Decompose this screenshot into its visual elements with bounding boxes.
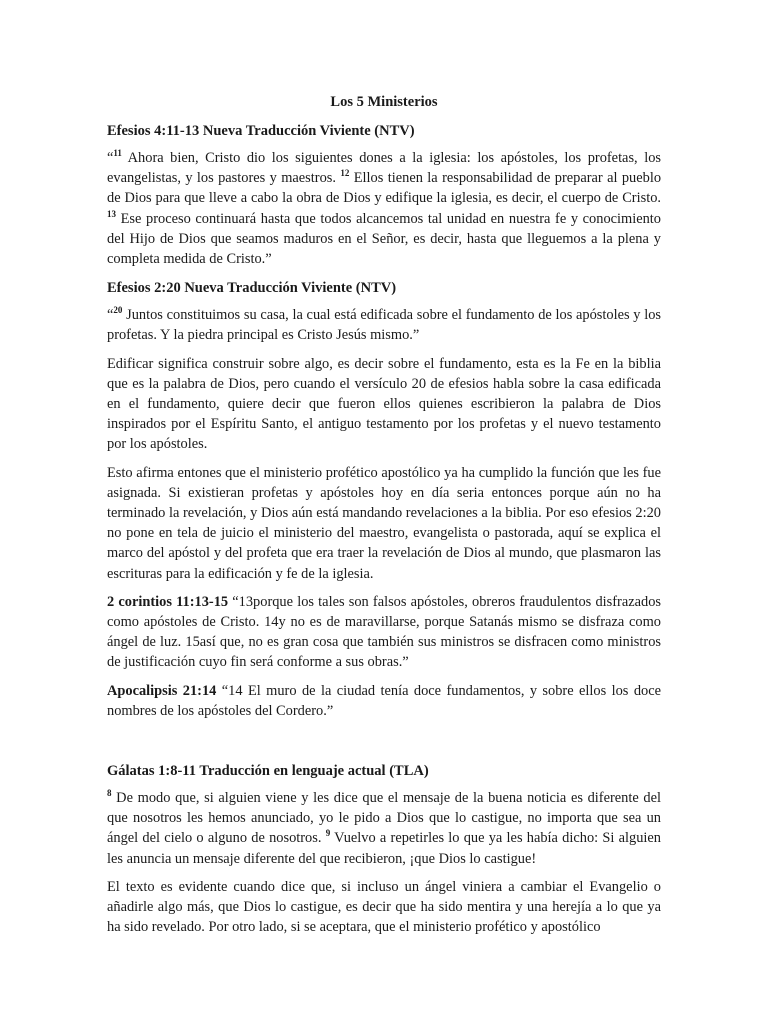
quote-open: “ [107,307,114,324]
document-title: Los 5 Ministerios [330,94,438,110]
verse-text: Juntos constituimos su casa, la cual está edificada sobre el fundamento de los apóstoles y los profetas. Y la piedra principal es Cristo Jesús mismo.” [107,307,661,344]
paragraph-2-corintios [107,592,661,673]
quote-open: “ [107,150,114,166]
quote-text: “14 El muro de la ciudad tenía doce fundamentos, y sobre ellos los doce nombres de los apóstoles del Cordero.” [107,682,661,719]
heading-efesios-2: Efesios 2:20 Nueva Traducción Viviente (NTV) [107,280,397,297]
paragraph-esto-afirma: Esto afirma entones que el ministerio profético apostólico ya ha cumplido la función que les fue asignada. Si existieran profetas y apóstoles hoy en día seria entonces porque aún no ha terminado la revelación, y Dios aún está mandando revelaciones a la biblia. Por eso efesios 2:20 no pone en tela de juicio el ministerio del maestro, evangelista o pastorada, aquí se explica el marco del apóstol y del profeta que era traer la revelación de Dios al mundo, que plasmaron las escrituras para la edificación y fe de la iglesia. [107,464,661,582]
verse-number: 20 [113,305,123,316]
verse-number: 9 [325,828,331,839]
verse-number: 12 [340,168,350,179]
verse-number: 13 [107,208,116,219]
reference-2-corintios: 2 corintios 11:13-15 [107,593,229,610]
quote-text: “13porque los tales son falsos apóstoles, obreros fraudulentos disfrazados como apóstoles de Cristo. 14y no es de maravillarse, porque Satanás mismo se disfraza como ángel de luz. 15así que, no es gran cosa que también sus ministros se disfracen como ministros de justificación cuyo fin será conforme a sus obras.” [107,593,661,671]
paragraph-galatas-quote [107,788,661,869]
paragraph-efesios-2-quote [107,305,661,345]
heading-galatas: Gálatas 1:8-11 Traducción en lenguaje actual (TLA) [107,763,429,780]
verse-text: Ellos tienen la responsabilidad de preparar al pueblo de Dios para que lleve a cabo la obra de Dios y edifique la iglesia, es decir, el cuerpo de Cristo. [107,170,662,207]
verse-text: Ahora bien, Cristo dio los siguientes dones a la iglesia: los apóstoles, los profetas, los evangelistas, y los pastores y maestros. [107,150,661,187]
reference-apocalipsis: Apocalipsis 21:14 [107,682,217,699]
verse-number: 8 [107,788,112,799]
paragraph-edificar: Edificar significa construir sobre algo, es decir sobre el fundamento, esta es la Fe en la biblia que es la palabra de Dios, pero cuando el versículo 20 de efesios habla sobre la casa edificada en el fundamento, quiere decir que fueron ellos quienes escribieron la palabra de Dios inspirados por el Espíritu Santo, el antiguo testamento por los profetas y el nuevo testamento por los apóstoles. [107,355,661,453]
paragraph-efesios-4-quote [107,148,661,269]
verse-text: De modo que, si alguien viene y les dice que el mensaje de la buena noticia es diferente del que nosotros les hemos anunciado, yo le pido a Dios que lo castigue, no importa que sea un ángel del cielo o alguno de nosotros. [107,790,661,847]
verse-text: Ese proceso continuará hasta que todos alcancemos tal unidad en nuestra fe y conocimiento del Hijo de Dios que seamos maduros en el Señor, es decir, hasta que lleguemos a la plena y completa medida de Cristo.” [107,210,661,268]
verse-number: 11 [113,148,122,158]
spacer [107,729,661,752]
paragraph-apocalipsis [107,681,661,721]
paragraph-el-texto: El texto es evidente cuando dice que, si incluso un ángel viniera a cambiar el Evangelio o añadirle algo más, que Dios lo castigue, es decir que ha sido mentira y una herejía a lo que ya ha sido revelado. Por otro lado, si se aceptara, que el ministerio profético y apostólico [107,878,661,936]
verse-text: Vuelvo a repetirles lo que ya les había dicho: Si alguien les anuncia un mensaje diferente del que recibieron, ¡que Dios lo castigue! [107,830,661,867]
heading-efesios-4: Efesios 4:11-13 Nueva Traducción Viviente (NTV) [107,123,415,139]
